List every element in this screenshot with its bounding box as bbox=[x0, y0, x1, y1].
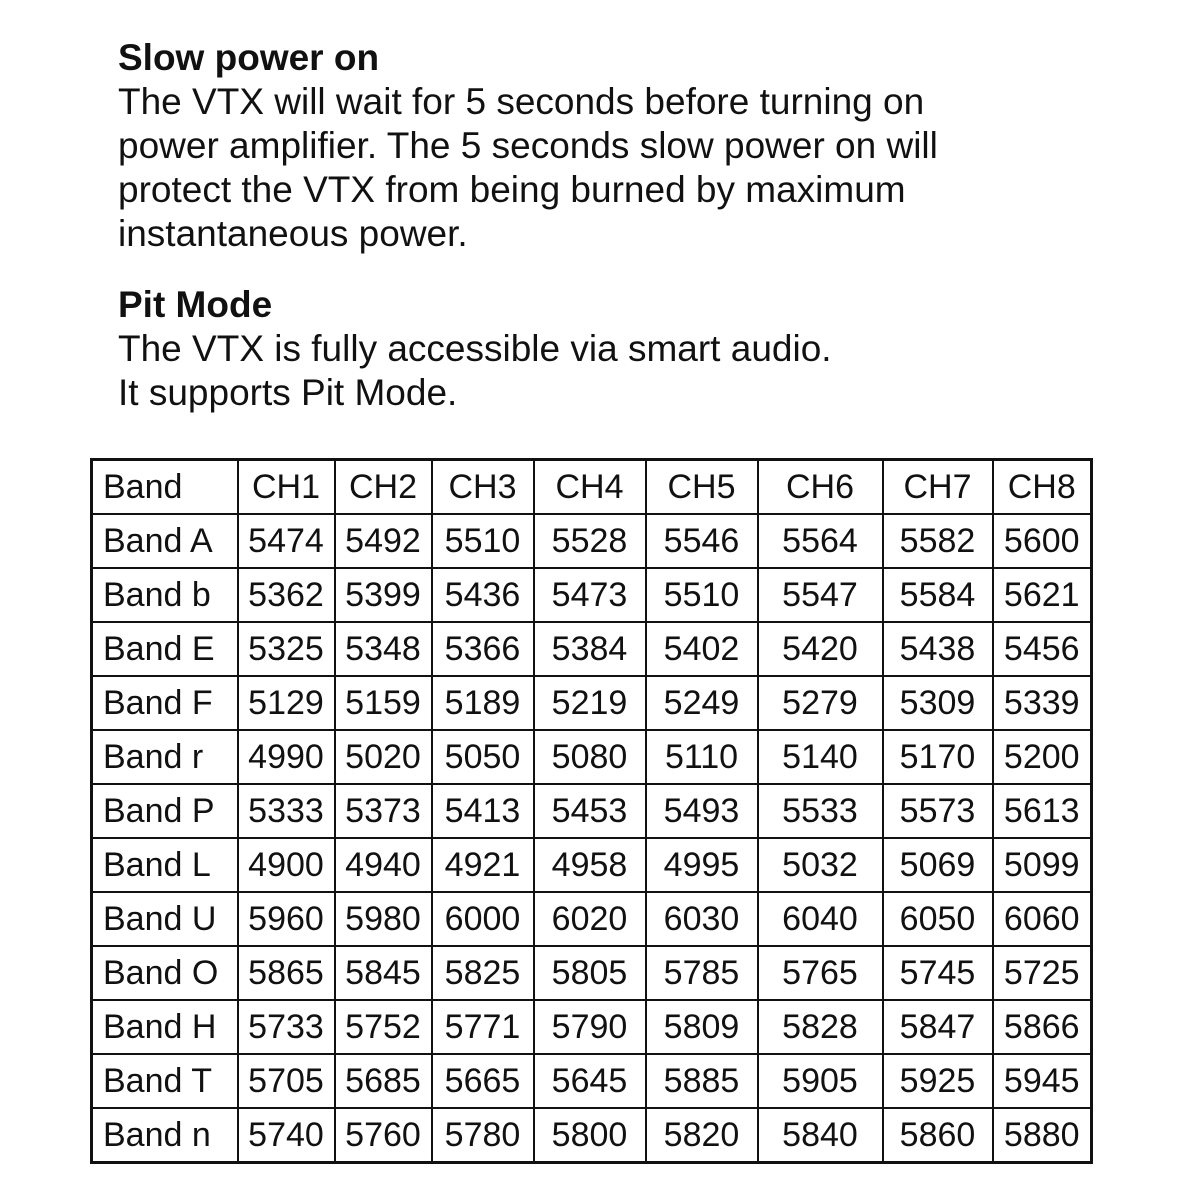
frequency-cell: 6060 bbox=[993, 892, 1092, 946]
frequency-cell: 5865 bbox=[238, 946, 335, 1000]
frequency-cell: 5980 bbox=[335, 892, 432, 946]
frequency-cell: 5785 bbox=[646, 946, 758, 1000]
frequency-cell: 5170 bbox=[883, 730, 993, 784]
table-row bbox=[92, 568, 1092, 622]
frequency-cell: 5159 bbox=[335, 676, 432, 730]
table-body bbox=[92, 514, 1092, 1163]
table-row bbox=[92, 622, 1092, 676]
header-cell-ch2: CH2 bbox=[335, 460, 432, 515]
header-cell-ch6: CH6 bbox=[758, 460, 883, 515]
frequency-cell: 5725 bbox=[993, 946, 1092, 1000]
frequency-cell: 5069 bbox=[883, 838, 993, 892]
frequency-cell: 5745 bbox=[883, 946, 993, 1000]
header-cell-ch1: CH1 bbox=[238, 460, 335, 515]
band-name-cell: Band O bbox=[92, 946, 238, 1000]
band-name-cell: Band T bbox=[92, 1054, 238, 1108]
frequency-cell: 5080 bbox=[534, 730, 646, 784]
header-cell-band: Band bbox=[92, 460, 238, 515]
frequency-cell: 5333 bbox=[238, 784, 335, 838]
frequency-cell: 5474 bbox=[238, 514, 335, 568]
band-name-cell: Band L bbox=[92, 838, 238, 892]
frequency-cell: 5309 bbox=[883, 676, 993, 730]
frequency-cell: 5546 bbox=[646, 514, 758, 568]
frequency-cell: 6030 bbox=[646, 892, 758, 946]
frequency-cell: 5032 bbox=[758, 838, 883, 892]
band-name-cell: Band A bbox=[92, 514, 238, 568]
frequency-cell: 5384 bbox=[534, 622, 646, 676]
frequency-cell: 5705 bbox=[238, 1054, 335, 1108]
frequency-cell: 5780 bbox=[432, 1108, 534, 1163]
frequency-cell: 5492 bbox=[335, 514, 432, 568]
frequency-cell: 5189 bbox=[432, 676, 534, 730]
band-name-cell: Band F bbox=[92, 676, 238, 730]
frequency-cell: 5885 bbox=[646, 1054, 758, 1108]
frequency-cell: 5533 bbox=[758, 784, 883, 838]
band-name-cell: Band E bbox=[92, 622, 238, 676]
slow-power-line: instantaneous power. bbox=[118, 213, 468, 254]
slow-power-section bbox=[118, 36, 1118, 256]
band-name-cell: Band P bbox=[92, 784, 238, 838]
frequency-cell: 5613 bbox=[993, 784, 1092, 838]
frequency-cell: 5573 bbox=[883, 784, 993, 838]
frequency-cell: 5399 bbox=[335, 568, 432, 622]
frequency-cell: 5050 bbox=[432, 730, 534, 784]
table-row bbox=[92, 514, 1092, 568]
table-row bbox=[92, 1054, 1092, 1108]
table-row bbox=[92, 730, 1092, 784]
frequency-cell: 5825 bbox=[432, 946, 534, 1000]
frequency-cell: 5402 bbox=[646, 622, 758, 676]
frequency-cell: 5790 bbox=[534, 1000, 646, 1054]
table-header-row bbox=[92, 460, 1092, 515]
slow-power-line: power amplifier. The 5 seconds slow power on will bbox=[118, 125, 938, 166]
header-cell-ch5: CH5 bbox=[646, 460, 758, 515]
frequency-cell: 5564 bbox=[758, 514, 883, 568]
frequency-cell: 5366 bbox=[432, 622, 534, 676]
frequency-cell: 5510 bbox=[432, 514, 534, 568]
header-cell-ch3: CH3 bbox=[432, 460, 534, 515]
table-row bbox=[92, 784, 1092, 838]
band-name-cell: Band n bbox=[92, 1108, 238, 1163]
frequency-cell: 6020 bbox=[534, 892, 646, 946]
frequency-cell: 5805 bbox=[534, 946, 646, 1000]
frequency-cell: 5685 bbox=[335, 1054, 432, 1108]
frequency-cell: 5860 bbox=[883, 1108, 993, 1163]
frequency-cell: 5880 bbox=[993, 1108, 1092, 1163]
frequency-cell: 4995 bbox=[646, 838, 758, 892]
pit-mode-line: The VTX is fully accessible via smart audio. bbox=[118, 328, 832, 369]
header-cell-ch4: CH4 bbox=[534, 460, 646, 515]
frequency-cell: 5866 bbox=[993, 1000, 1092, 1054]
frequency-cell: 5020 bbox=[335, 730, 432, 784]
frequency-cell: 5473 bbox=[534, 568, 646, 622]
frequency-cell: 5438 bbox=[883, 622, 993, 676]
frequency-cell: 5645 bbox=[534, 1054, 646, 1108]
frequency-cell: 5771 bbox=[432, 1000, 534, 1054]
frequency-cell: 5582 bbox=[883, 514, 993, 568]
frequency-cell: 5219 bbox=[534, 676, 646, 730]
frequency-cell: 5840 bbox=[758, 1108, 883, 1163]
frequency-cell: 5809 bbox=[646, 1000, 758, 1054]
frequency-cell: 5510 bbox=[646, 568, 758, 622]
frequency-cell: 5362 bbox=[238, 568, 335, 622]
table-row bbox=[92, 946, 1092, 1000]
frequency-cell: 5279 bbox=[758, 676, 883, 730]
frequency-cell: 6000 bbox=[432, 892, 534, 946]
frequency-cell: 4940 bbox=[335, 838, 432, 892]
frequency-cell: 5800 bbox=[534, 1108, 646, 1163]
frequency-cell: 5547 bbox=[758, 568, 883, 622]
band-name-cell: Band b bbox=[92, 568, 238, 622]
table-row bbox=[92, 676, 1092, 730]
frequency-cell: 5828 bbox=[758, 1000, 883, 1054]
table-row bbox=[92, 892, 1092, 946]
frequency-cell: 5528 bbox=[534, 514, 646, 568]
frequency-cell: 5348 bbox=[335, 622, 432, 676]
pit-mode-description bbox=[118, 327, 1118, 415]
frequency-cell: 5621 bbox=[993, 568, 1092, 622]
frequency-cell: 5665 bbox=[432, 1054, 534, 1108]
frequency-cell: 5373 bbox=[335, 784, 432, 838]
frequency-cell: 5493 bbox=[646, 784, 758, 838]
frequency-cell: 5339 bbox=[993, 676, 1092, 730]
band-channel-table bbox=[90, 458, 1093, 1164]
frequency-cell: 5129 bbox=[238, 676, 335, 730]
table-row bbox=[92, 1108, 1092, 1163]
frequency-cell: 5740 bbox=[238, 1108, 335, 1163]
frequency-cell: 5140 bbox=[758, 730, 883, 784]
frequency-cell: 5945 bbox=[993, 1054, 1092, 1108]
frequency-cell: 5760 bbox=[335, 1108, 432, 1163]
frequency-cell: 5420 bbox=[758, 622, 883, 676]
frequency-cell: 4958 bbox=[534, 838, 646, 892]
frequency-cell: 6040 bbox=[758, 892, 883, 946]
pit-mode-section bbox=[118, 283, 1118, 415]
slow-power-line: protect the VTX from being burned by maximum bbox=[118, 169, 906, 210]
table-row bbox=[92, 1000, 1092, 1054]
pit-mode-line: It supports Pit Mode. bbox=[118, 372, 458, 413]
frequency-cell: 5847 bbox=[883, 1000, 993, 1054]
band-name-cell: Band U bbox=[92, 892, 238, 946]
frequency-cell: 5110 bbox=[646, 730, 758, 784]
frequency-cell: 5960 bbox=[238, 892, 335, 946]
frequency-cell: 5249 bbox=[646, 676, 758, 730]
header-cell-ch8: CH8 bbox=[993, 460, 1092, 515]
frequency-cell: 5765 bbox=[758, 946, 883, 1000]
table-row bbox=[92, 838, 1092, 892]
frequency-cell: 5099 bbox=[993, 838, 1092, 892]
frequency-cell: 5752 bbox=[335, 1000, 432, 1054]
frequency-cell: 5733 bbox=[238, 1000, 335, 1054]
frequency-cell: 4990 bbox=[238, 730, 335, 784]
frequency-cell: 5413 bbox=[432, 784, 534, 838]
frequency-cell: 5456 bbox=[993, 622, 1092, 676]
frequency-cell: 5925 bbox=[883, 1054, 993, 1108]
header-cell-ch7: CH7 bbox=[883, 460, 993, 515]
frequency-cell: 5905 bbox=[758, 1054, 883, 1108]
frequency-cell: 6050 bbox=[883, 892, 993, 946]
frequency-cell: 4900 bbox=[238, 838, 335, 892]
slow-power-description bbox=[118, 80, 1118, 256]
pit-mode-heading: Pit Mode bbox=[118, 284, 273, 325]
frequency-cell: 5600 bbox=[993, 514, 1092, 568]
frequency-cell: 5325 bbox=[238, 622, 335, 676]
frequency-cell: 5200 bbox=[993, 730, 1092, 784]
slow-power-line: The VTX will wait for 5 seconds before turning on bbox=[118, 81, 925, 122]
frequency-cell: 5436 bbox=[432, 568, 534, 622]
band-name-cell: Band r bbox=[92, 730, 238, 784]
frequency-cell: 5584 bbox=[883, 568, 993, 622]
band-name-cell: Band H bbox=[92, 1000, 238, 1054]
frequency-cell: 5820 bbox=[646, 1108, 758, 1163]
slow-power-heading: Slow power on bbox=[118, 37, 380, 78]
frequency-cell: 4921 bbox=[432, 838, 534, 892]
frequency-cell: 5845 bbox=[335, 946, 432, 1000]
frequency-cell: 5453 bbox=[534, 784, 646, 838]
